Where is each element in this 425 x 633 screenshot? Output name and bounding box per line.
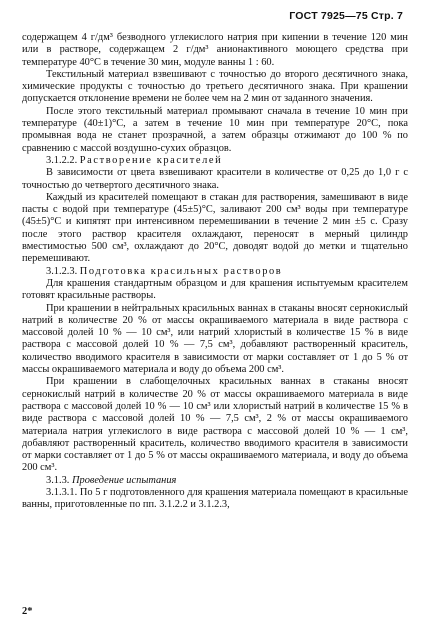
paragraph: Текстильный материал взвешивают с точностью до второго десятичного знака, химические продукты с точностью до третьего десятичного знака. При крашении допускается отклонение времени не более чем на 2 мин от заданного значения. [22,68,408,105]
page-footer-mark: 2* [22,606,33,617]
paragraph: В зависимости от цвета взвешивают красители в количестве от 0,25 до 1,0 г с точностью до четвертого десятичного знака. [22,167,408,191]
paragraph: Для крашения стандартным образцом и для крашения испытуемым красителем готовят красильные растворы. [22,277,408,302]
page-header: ГОСТ 7925—75 Стр. 7 [289,10,403,22]
section-number: 3.1.3. [46,474,70,486]
paragraph: После этого текстильный материал промывают сначала в течение 10 мин при температуре (40±1)°С, а затем в течение 10 мин при температуре 20°С, пока промывная вода не станет прозрачной, а затем образцы отжимают до 100 % по сравнению с массой воздушно-сухих образцов. [22,105,408,154]
body-text [22,32,408,512]
section-title: Растворение красителей [79,154,223,166]
paragraph: При крашении в слабощелочных красильных ваннах в стаканы вносят сернокислый натрий в количестве 20 % от массы окрашиваемого материала в виде раствора с массовой долей 10 % — 10 см³ или хлористый натрий в количестве 15 % в виде раствора с массовой долей 10 % — 7,5 см³, 2 % от массы окрашиваемого материала натрия углекислого в виде раствора с массовой долей 10 % — 1 см³, добавляют растворенный краситель, количество вводимого красителя в зависимости от марки составляет от 1 до 5 % от массы окрашиваемого материала, и воду до объема 200 см³. [22,376,408,474]
paragraph: При крашении в нейтральных красильных ваннах в стаканы вносят сернокислый натрий в количестве 20 % от массы окрашиваемого материала в виде раствора с массовой долей 10 % — 10 см³, или натрий хлористый в количестве 15 % в виде раствора с массовой долей 10 % — 7,5 см³, добавляют растворенный краситель, количество вводимого красителя в зависимости от марки составляет от 1 до 5 % от массы окрашиваемого материала и воду до объема 200 см³. [22,302,408,376]
section-title: Проведение испытания [72,474,177,486]
section-number: 3.1.2.3. [46,265,78,277]
section-heading [22,155,408,167]
paragraph: 3.1.3.1. По 5 г подготовленного для крашения материала помещают в красильные ванны, приготовленные по пп. 3.1.2.2 и 3.1.2.3, [22,486,408,511]
paragraph: Каждый из красителей помещают в стакан для растворения, замешивают в виде пасты с водой при температуре (45±5)°С, заливают 200 см³ воды при температуре (45±5)°С и кипятят при интенсивном перемешивании в течение 2 мин ±5 с. Сразу после этого раствор красителя охлаждают, переносят в мерный цилиндр вместимостью 500 см³, охлаждают до 20°С, доводят водой до метки и тщательно перемешивают. [22,191,408,265]
section-heading [22,266,408,278]
section-title: Подготовка красильных растворов [79,265,283,277]
paragraph: содержащем 4 г/дм³ безводного углекислого натрия при кипении в течение 120 мин или в растворе, содержащем 2 г/дм³ анионактивного моющего средства при температуре 40°С в течение 30 мин, модуле ванны 1 : 60. [22,32,408,68]
subsection-heading [22,475,408,487]
section-number: 3.1.2.2. [46,154,78,166]
